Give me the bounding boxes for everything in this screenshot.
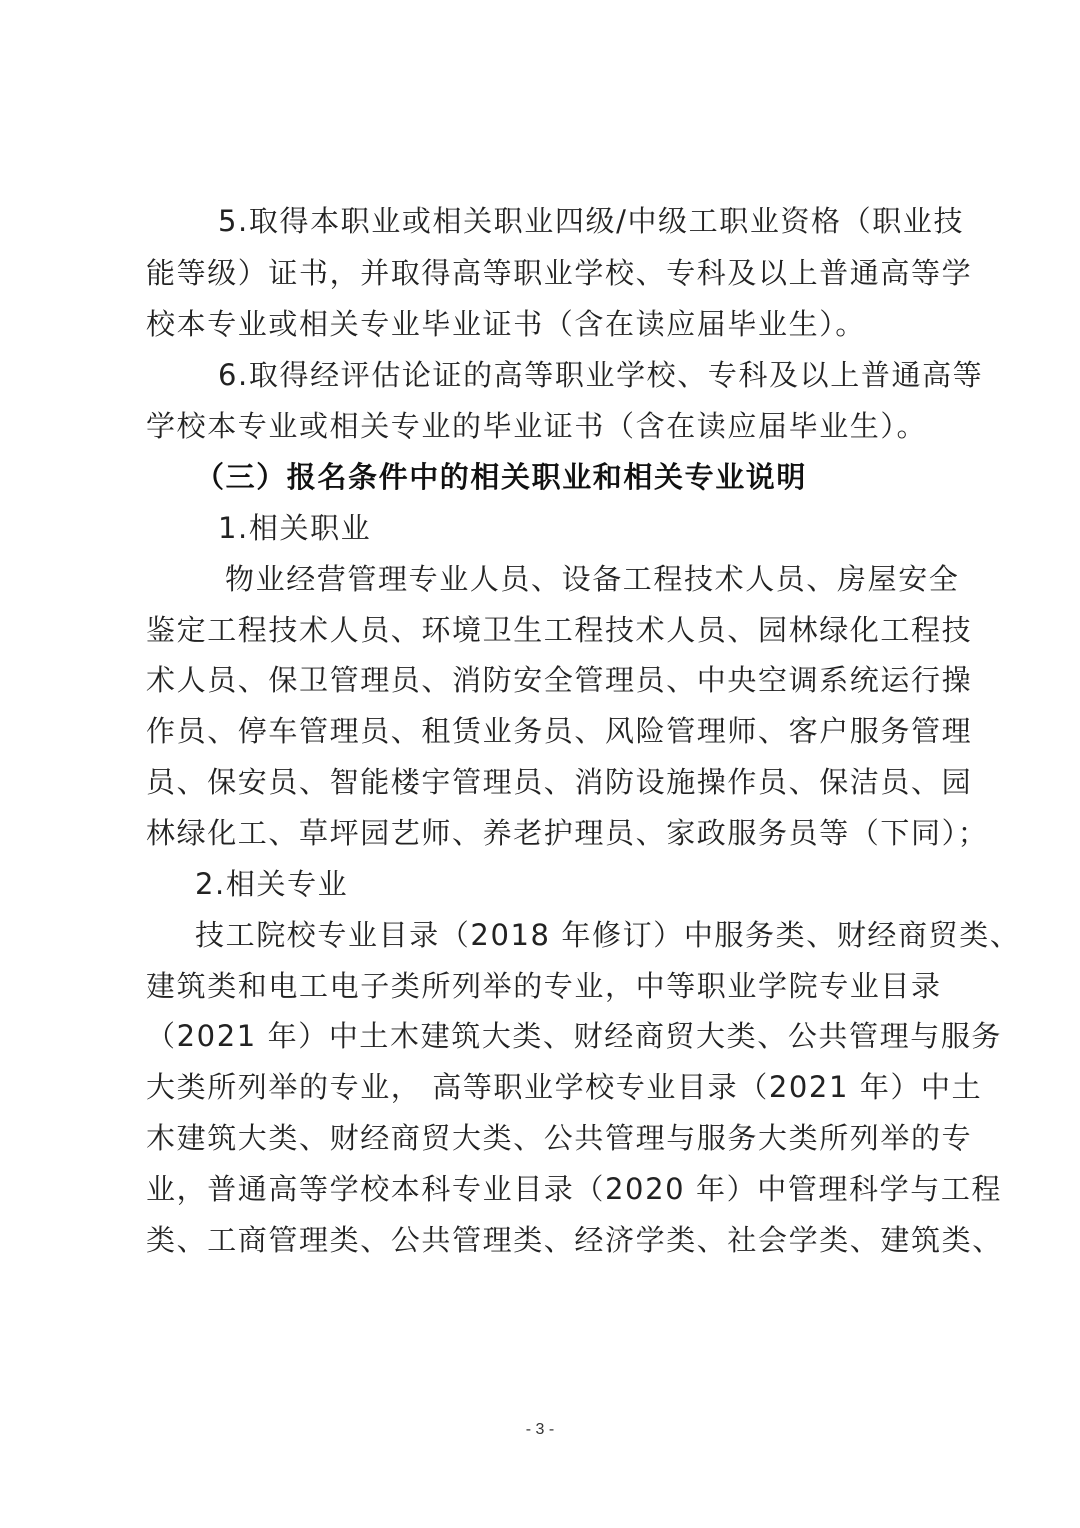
- paragraph-line: 业，普通高等学校本科专业目录（2020 年）中管理科学与工程: [146, 1172, 1003, 1206]
- paragraph-line: 鉴定工程技术人员、环境卫生工程技术人员、园林绿化工程技: [146, 613, 973, 647]
- paragraph-line: （2021 年）中土木建筑大类、财经商贸大类、公共管理与服务: [146, 1019, 1003, 1053]
- paragraph-line: 类、工商管理类、公共管理类、经济学类、社会学类、建筑类、: [146, 1223, 1003, 1257]
- paragraph-line: 大类所列举的专业， 高等职业学校专业目录（2021 年）中土: [146, 1070, 983, 1104]
- paragraph-line: 木建筑大类、财经商贸大类、公共管理与服务大类所列举的专: [146, 1121, 973, 1155]
- paragraph-line: 校本专业或相关专业毕业证书（含在读应届毕业生）。: [146, 307, 866, 341]
- paragraph-line: 建筑类和电工电子类所列举的专业，中等职业学院专业目录: [146, 969, 942, 1003]
- section-heading: （三）报名条件中的相关职业和相关专业说明: [195, 460, 808, 494]
- paragraph-line: 员、保安员、智能楼宇管理员、消防设施操作员、保洁员、园: [146, 765, 973, 799]
- paragraph-line: 能等级）证书，并取得高等职业学校、专科及以上普通高等学: [146, 256, 973, 290]
- paragraph-line: 林绿化工、草坪园艺师、养老护理员、家政服务员等（下同）；: [146, 816, 989, 850]
- page-number: - 3 -: [525, 1421, 555, 1438]
- paragraph-line: 5.取得本职业或相关职业四级/中级工职业资格（职业技: [218, 204, 965, 238]
- subsection-label: 1.相关职业: [218, 511, 372, 545]
- paragraph-line: 技工院校专业目录（2018 年修订）中服务类、财经商贸类、: [195, 918, 1021, 952]
- subsection-label: 2.相关专业: [195, 867, 349, 901]
- paragraph-line: 作员、停车管理员、租赁业务员、风险管理师、客户服务管理: [146, 714, 973, 748]
- paragraph-line: 学校本专业或相关专业的毕业证书（含在读应届毕业生）。: [146, 409, 928, 443]
- paragraph-line: 物业经营管理专业人员、设备工程技术人员、房屋安全: [225, 562, 960, 596]
- paragraph-line: 术人员、保卫管理员、消防安全管理员、中央空调系统运行操: [146, 663, 973, 697]
- paragraph-line: 6.取得经评估论证的高等职业学校、专科及以上普通高等: [218, 358, 984, 392]
